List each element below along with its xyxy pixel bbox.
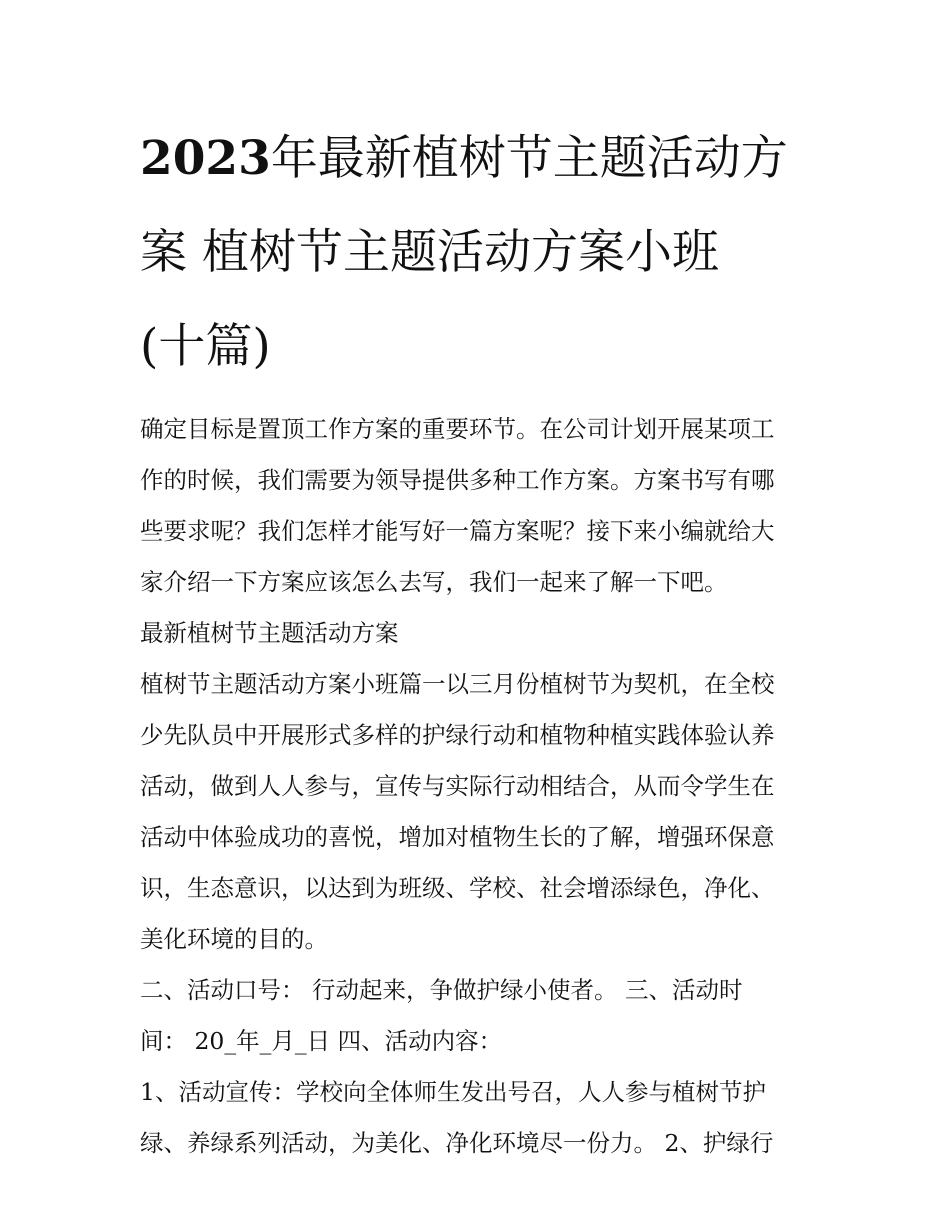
body-line: 二、活动口号： 行动起来，争做护绿小使者。 三、活动时 [140, 976, 743, 1004]
body-line: 少先队员中开展形式多样的护绿行动和植物种植实践体验认养 [140, 721, 775, 749]
body-line: 美化环境的目的。 [140, 925, 328, 953]
title-line-2: 案 植树节主题活动方案小班 [140, 225, 719, 280]
intro-paragraph [140, 404, 820, 608]
title-line-1 [140, 112, 820, 206]
body-line: 绿、养绿系列活动，为美化、净化环境尽一份力。 2、护绿行 [140, 1129, 774, 1157]
body-line: 活动中体验成功的喜悦，增加对植物生长的了解，增强环保意 [140, 823, 775, 851]
intro-line: 些要求呢？我们怎样才能写好一篇方案呢？接下来小编就给大 [140, 517, 775, 545]
body-paragraph [140, 659, 820, 1169]
intro-line: 作的时候，我们需要为领导提供多种工作方案。方案书写有哪 [140, 466, 775, 494]
title-line-3: (十篇) [140, 319, 271, 374]
title-year: 2023 [140, 131, 271, 186]
body-line: 活动，做到人人参与，宣传与实际行动相结合，从而令学生在 [140, 772, 775, 800]
body-line: 1、活动宣传：学校向全体师生发出号召，人人参与植树节护 [140, 1078, 766, 1106]
intro-line: 确定目标是置顶工作方案的重要环节。在公司计划开展某项工 [140, 415, 775, 443]
body-line: 植树节主题活动方案小班篇一以三月份植树节为契机，在全校 [140, 670, 775, 698]
section-heading: 最新植树节主题活动方案 [140, 619, 399, 647]
document-page [140, 112, 820, 1169]
title-line-1-text: 年最新植树节主题活动方 [270, 131, 788, 186]
body-line: 间： 20_年_月_日 四、活动内容： [140, 1027, 503, 1055]
document-title [140, 112, 820, 394]
intro-line: 家介绍一下方案应该怎么去写，我们一起来了解一下吧。 [140, 568, 728, 596]
body-line: 识，生态意识，以达到为班级、学校、社会增添绿色，净化、 [140, 874, 775, 902]
